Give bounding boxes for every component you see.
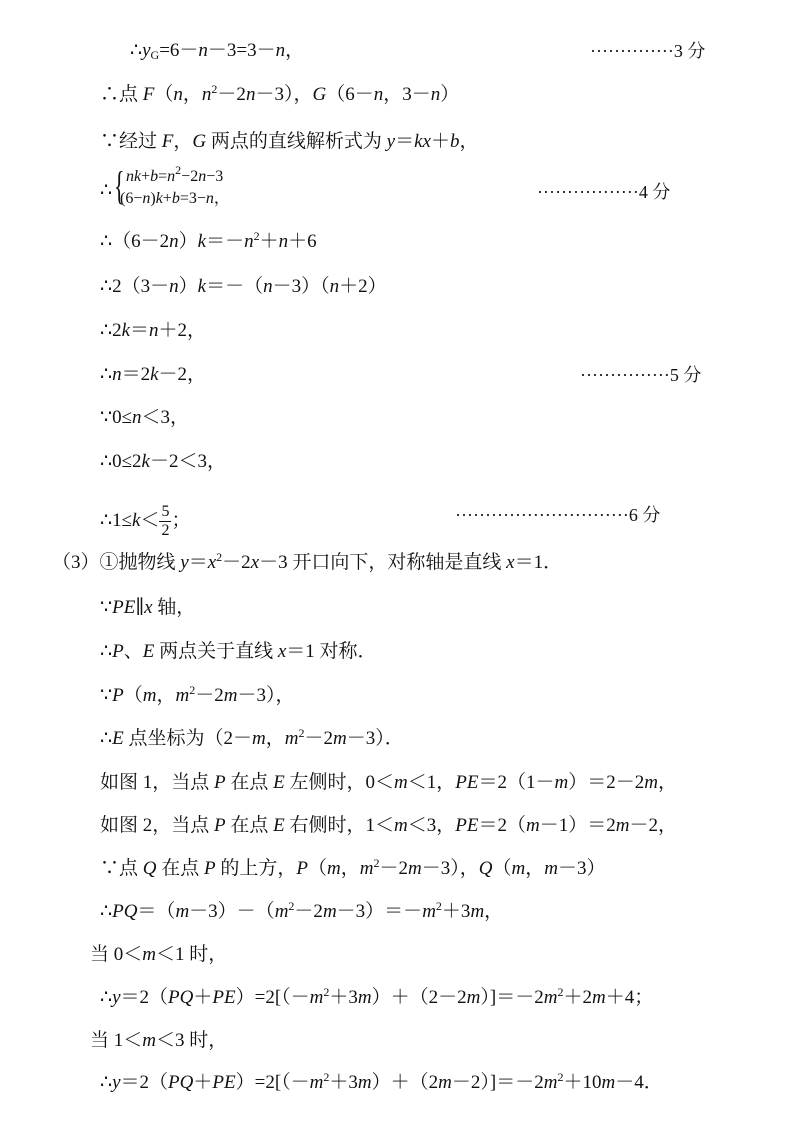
line-E-coord: ∴E 点坐标为（2－m，$m^2-2m-3$）． [100,726,404,749]
line-11: ∴1≤k＜ $\frac{5}{2}$ ； [100,503,191,539]
line-5: $\therefore(6-2n)k=-n^2+n+6$ [100,229,317,252]
line-8: ∴n＝2k－2， [100,364,207,385]
line-when2: 当 1＜m＜3 时， [90,1030,228,1051]
score-6: ·····························6 分 [455,505,661,525]
line-PQ: $\therefore PQ=(m-3)-(m^2-2m-3)=-m^2+3m$， [100,899,504,922]
line-system: ∴ [100,180,113,201]
line-fig2: 如图 2，当点 P 在点 E 右侧时，1＜m＜3，PE＝2（m－1）＝2m－2， [100,815,678,836]
line-y2: $\therefore y=2(PQ+PE)=2[(-m^2+3m)+(2m-2)]=-2m^2+10m-4$． [100,1070,663,1093]
line-6: ∴2（3－n）k＝－（n－3）（n＋2） [100,276,387,297]
system-eq2: (6−n)k+b=3−n， [120,190,230,207]
line-Q-above: ∵点 Q 在点 P 的上方，P（m，$m^2-2m-3$），Q（m，m－3） [100,856,606,879]
line-y1: $\therefore y=2(PQ+PE)=2[(-m^2+3m)+(2-2m)]=-2m^2+2m+4$； [100,985,654,1008]
line-10: ∴0≤2k－2＜3， [100,451,226,472]
line-fig1: 如图 1，当点 P 在点 E 左侧时，0＜m＜1，PE＝2（1－m）＝2－2m， [100,772,678,793]
line-yG: $\therefore y_G=6-n-3=3-n$， [130,40,305,62]
line-points-FG: ∴点 F（n，$n^2-2n-3$），G（6－n，3－n） [100,82,460,105]
line-line-eq: ∵经过 F，G 两点的直线解析式为 y＝kx＋b， [100,131,479,152]
line-9: ∵0≤n＜3， [100,407,190,428]
line-part3: （3）①抛物线 $y=x^2-2x-3$ 开口向下，对称轴是直线 x＝1． [52,550,563,573]
score-3: ··············3 分 [590,41,706,61]
score-4: ·················4 分 [537,182,671,202]
line-PE-sym: ∴P、E 两点关于直线 x＝1 对称． [100,641,377,662]
line-P-coord: ∵P（m，$m^2-2m-3$）， [100,683,295,706]
system-brace: { [114,163,125,208]
line-PE-parallel: ∵PE∥x 轴， [100,597,196,618]
system-eq1: $nk+b=n^2-2n-3$ [126,163,224,185]
score-5: ···············5 分 [580,365,702,385]
fraction-5-2: $\frac{5}{2}$ [161,503,170,539]
line-when1: 当 0＜m＜1 时， [90,944,228,965]
line-7: ∴2k＝n＋2， [100,320,207,341]
